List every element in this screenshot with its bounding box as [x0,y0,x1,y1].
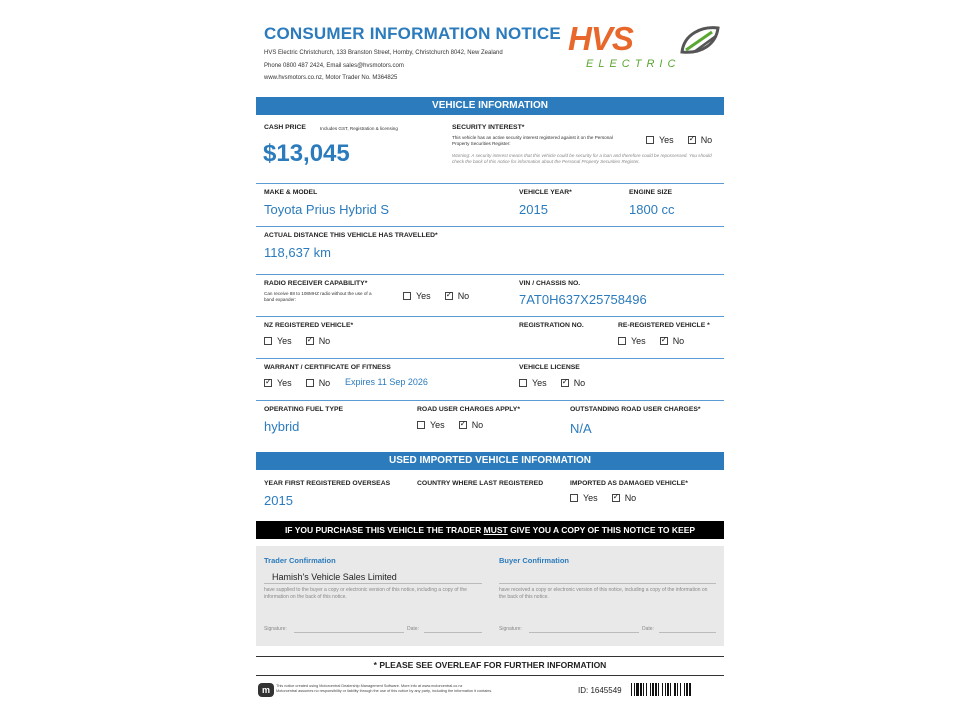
footer-line-2: Motorcentral assumes no responsibility or liability through the use of this notice by any party, including the information it contains. [276,689,493,694]
fuel-type-value: hybrid [264,419,300,434]
buyer-name-line[interactable] [499,583,716,584]
nz-registered-label: NZ REGISTERED VEHICLE* [264,322,354,329]
damaged-vehicle-label: IMPORTED AS DAMAGED VEHICLE* [570,480,688,487]
trader-date-field[interactable] [424,632,482,633]
year-overseas-value: 2015 [264,493,293,508]
overleaf-notice: * PLEASE SEE OVERLEAF FOR FURTHER INFORMATION [373,660,607,670]
security-interest-note: This vehicle has an active security interest registered against it on the Personal Property Securities Register: [452,135,613,147]
damaged-no-checkbox[interactable] [612,494,620,502]
radio-yes-checkbox[interactable] [403,292,411,300]
country-last-registered-label: COUNTRY WHERE LAST REGISTERED [417,480,544,487]
vehicle-information-heading: VEHICLE INFORMATION [256,97,724,115]
re-registered-choice: Yes ✓ No [618,336,684,346]
make-model-label: MAKE & MODEL [264,189,318,196]
imported-vehicle-heading: USED IMPORTED VEHICLE INFORMATION [256,452,724,470]
radio-no-checkbox[interactable] [445,292,453,300]
leaf-icon [676,22,722,58]
fuel-type-label: OPERATING FUEL TYPE [264,406,344,413]
dealer-website: www.hvsmotors.co.nz, Motor Trader No. M364825 [264,75,398,81]
vehicle-license-label: VEHICLE LICENSE [519,364,580,371]
divider [256,226,724,227]
copy-notice-bar: IF YOU PURCHASE THIS VEHICLE THE TRADER MUST GIVE YOU A COPY OF THIS NOTICE TO KEEP [256,521,724,539]
buyer-confirmation-title: Buyer Confirmation [499,556,570,565]
dealer-address: HVS Electric Christchurch, 133 Branston Street, Hornby, Christchurch 8042, New Zealand [264,50,503,56]
outstanding-ruc-label: OUTSTANDING ROAD USER CHARGES* [570,406,701,413]
wof-yes-checkbox[interactable] [264,379,272,387]
distance-value: 118,637 km [264,245,331,260]
vehicle-year-value: 2015 [519,202,548,217]
trader-name: Hamish's Vehicle Sales Limited [272,572,397,582]
vin-value: 7AT0H637X25758496 [519,292,647,307]
buyer-signature-field[interactable] [529,632,639,633]
outstanding-ruc-value: N/A [570,421,592,436]
registration-number-label: REGISTRATION NO. [519,322,584,329]
radio-capability-note: Can receive 88 to 108MHZ radio without the use of a band expander: [264,291,372,303]
notice-id: ID: 1645549 [578,686,622,695]
make-model-value: Toyota Prius Hybrid S [264,202,389,217]
barcode-image [631,683,723,696]
buyer-note: have received a copy or electronic version of this notice, including a copy of the information on the back of this notice. [499,587,708,600]
divider [256,183,724,184]
buyer-date-field[interactable] [659,632,716,633]
wof-expiry: Expires 11 Sep 2026 [345,377,428,387]
engine-size-value: 1800 cc [629,202,675,217]
re-registered-no-checkbox[interactable] [660,337,668,345]
road-user-charges-choice: Yes ✓ No [417,420,483,430]
trader-note: have supplied to the buyer a copy or electronic version of this notice, including a copy of the information on the back of this notice. [264,587,467,600]
cash-price-note: Includes GST, Registration & licensing [320,126,398,131]
dealer-contact: Phone 0800 487 2424, Email sales@hvsmotors.com [264,63,404,69]
notice-title: CONSUMER INFORMATION NOTICE [264,24,561,43]
ruc-yes-checkbox[interactable] [417,421,425,429]
logo-tagline: ELECTRIC [586,58,681,70]
divider [256,358,724,359]
vin-label: VIN / CHASSIS NO. [519,280,581,287]
vehicle-year-label: VEHICLE YEAR* [519,189,572,196]
consumer-information-notice [256,16,724,706]
radio-capability-label: RADIO RECEIVER CAPABILITY* [264,280,368,287]
divider [256,274,724,275]
security-interest-label: SECURITY INTEREST* [452,124,525,131]
confirmation-panel [256,546,724,646]
trader-signature-field[interactable] [294,632,404,633]
buyer-signature-label: Signature: [499,626,522,632]
trader-confirmation-title: Trader Confirmation [264,556,336,565]
buyer-date-label: Date: [642,626,654,632]
security-yes-checkbox[interactable] [646,136,654,144]
cash-price-label: CASH PRICE [264,124,306,131]
security-interest-choice: Yes ✓ No [646,135,712,145]
trader-date-label: Date: [407,626,419,632]
security-no-checkbox[interactable] [688,136,696,144]
ruc-no-checkbox[interactable] [459,421,467,429]
nz-registered-no-checkbox[interactable] [306,337,314,345]
engine-size-label: ENGINE SIZE [629,189,673,196]
motorcentral-icon: m [258,683,274,697]
trader-name-line [264,583,482,584]
re-registered-label: RE-REGISTERED VEHICLE * [618,322,710,329]
divider [256,400,724,401]
divider [256,675,724,676]
distance-label: ACTUAL DISTANCE THIS VEHICLE HAS TRAVELLED* [264,232,438,239]
road-user-charges-label: ROAD USER CHARGES APPLY* [417,406,520,413]
damaged-yes-checkbox[interactable] [570,494,578,502]
wof-no-checkbox[interactable] [306,379,314,387]
re-registered-yes-checkbox[interactable] [618,337,626,345]
radio-capability-choice: Yes ✓ No [403,291,469,301]
wof-label: WARRANT / CERTIFICATE OF FITNESS [264,364,391,371]
footer-line-1: This notice created using Motorcentral Dealership Management Software. More info at www.motorcentral.co.nz [276,684,463,688]
logo-wordmark: HVS [568,20,633,57]
year-overseas-label: YEAR FIRST REGISTERED OVERSEAS [264,480,391,487]
divider [256,656,724,657]
wof-choice: ✓ Yes No [264,378,330,388]
nz-registered-yes-checkbox[interactable] [264,337,272,345]
damaged-vehicle-choice: Yes ✓ No [570,493,636,503]
cash-price-value: $13,045 [263,140,350,167]
footer-disclaimer [276,684,492,695]
nz-registered-choice: Yes ✓ No [264,336,330,346]
license-no-checkbox[interactable] [561,379,569,387]
security-warning: Warning: A security interest means that this vehicle could be security for a loan and therefore could be repossessed. You should check the back of this notice for information about the Personal Property Securities Register. [452,153,712,165]
license-yes-checkbox[interactable] [519,379,527,387]
divider [256,316,724,317]
hvs-electric-logo [568,20,722,76]
trader-signature-label: Signature: [264,626,287,632]
vehicle-license-choice: Yes ✓ No [519,378,585,388]
